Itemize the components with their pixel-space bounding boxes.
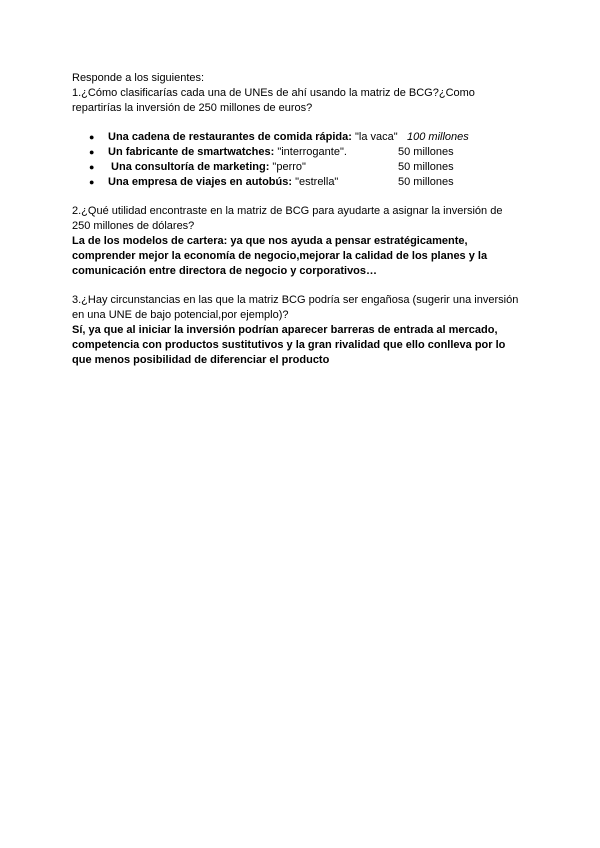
bullet-tag: "perro" (269, 161, 306, 173)
bullet-tag: "interrogante". (274, 146, 347, 158)
bullet-label: Una empresa de viajes en autobús: (108, 176, 293, 188)
question-1-line-1: 1.¿Cómo clasificarías cada una de UNEs de ahí usando la matriz de BCG?¿Como (72, 87, 475, 99)
bullet-tag: "estrella" (292, 176, 339, 188)
question-2-line-1: 2.¿Qué utilidad encontraste en la matriz de BCG para ayudarte a asignar la inversión de (72, 205, 503, 217)
question-1-line-2: repartirías la inversión de 250 millones de euros? (72, 102, 313, 114)
bullet-icon: ● (89, 132, 95, 142)
list-item (89, 145, 347, 160)
bullet-label: Una consultoría de marketing: (108, 161, 270, 173)
answer-3-line-3: que menos posibilidad de diferenciar el producto (72, 354, 330, 366)
answer-3-line-1: Sí, ya que al iniciar la inversión podrían aparecer barreras de entrada al mercado, (72, 324, 498, 336)
bullet-amount: 100 millones (407, 131, 469, 143)
list-item (89, 160, 306, 175)
answer-3-line-2: competencia con productos sustitutivos y la gran rivalidad que ello conlleva por lo (72, 339, 506, 351)
list-item (89, 130, 398, 145)
bullet-amount: 50 millones (398, 146, 454, 158)
bullet-amount: 50 millones (398, 161, 454, 173)
question-3-line-1: 3.¿Hay circunstancias en las que la matriz BCG podría ser engañosa (sugerir una inversión (72, 294, 519, 306)
answer-2-line-3: comunicación entre directora de negocio y corporativos… (72, 265, 378, 277)
question-3-line-2: en una UNE de bajo potencial,por ejemplo)? (72, 309, 289, 321)
answer-2-line-2: comprender mejor la economía de negocio,mejorar la calidad de los planes y la (72, 250, 488, 262)
bullet-amount: 50 millones (398, 176, 454, 188)
bullet-tag: "la vaca" (351, 131, 398, 143)
bullet-icon: ● (89, 162, 95, 172)
question-2-line-2: 250 millones de dólares? (72, 220, 195, 232)
bullet-icon: ● (89, 177, 95, 187)
bullet-label: Un fabricante de smartwatches: (108, 146, 275, 158)
bullet-icon: ● (89, 147, 95, 157)
intro-text: Responde a los siguientes: (72, 72, 205, 84)
answer-2-line-1: La de los modelos de cartera: ya que nos ayuda a pensar estratégicamente, (72, 235, 468, 247)
bullet-label: Una cadena de restaurantes de comida rápida: (108, 131, 352, 143)
list-item (89, 175, 338, 190)
